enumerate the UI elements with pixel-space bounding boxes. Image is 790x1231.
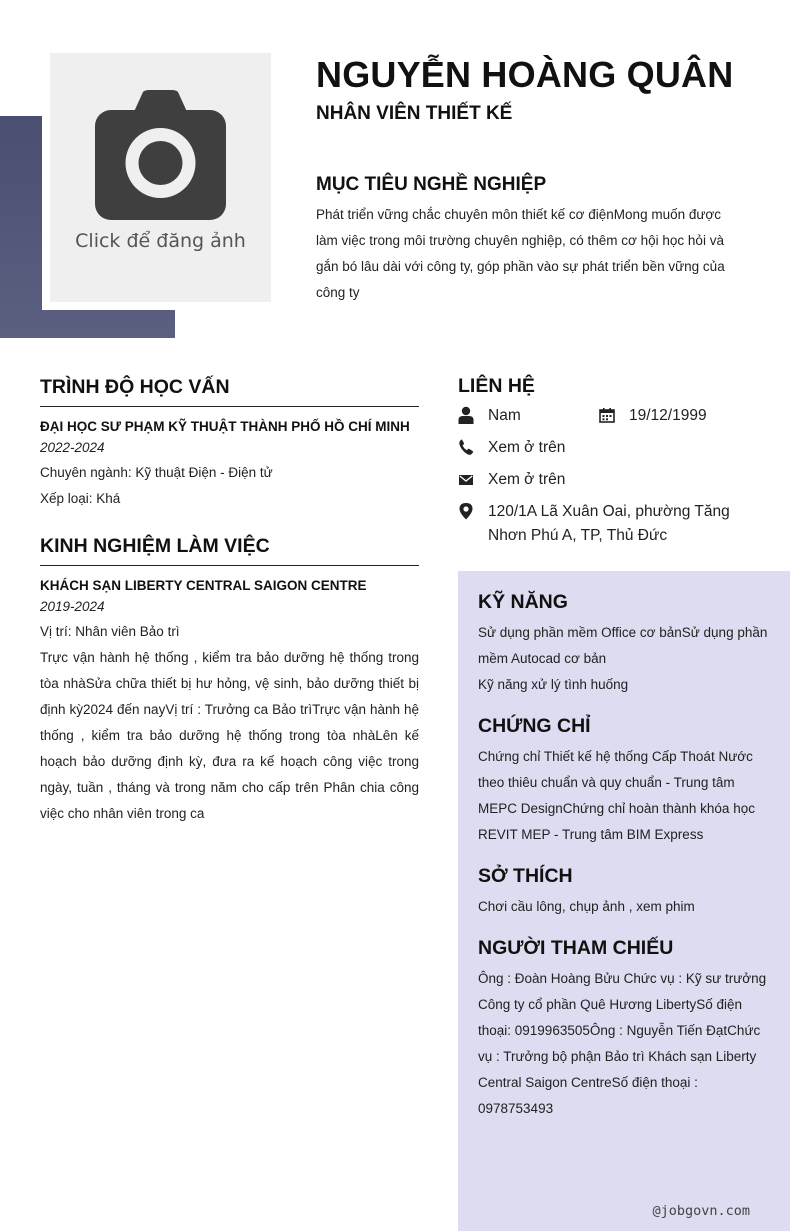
person-icon (458, 406, 474, 424)
candidate-name: NGUYỄN HOÀNG QUÂN (316, 54, 734, 95)
skills-section (478, 591, 770, 698)
education-section (40, 376, 419, 512)
contact-heading: LIÊN HỆ (458, 375, 535, 397)
experience-description: Trực vận hành hệ thống , kiểm tra bảo dưỡng hệ thống trong tòa nhàSửa chữa thiết bị hư hỏng, vệ sinh, bảo dưỡng thiết bị định kỳ2024 đến nayVị trí : Trưởng ca Bảo trìTrực vận hành hệ thống , kiểm tra bảo dưỡng hệ thống trong tòa nhàLên kế hoạch bảo dưỡng định kỳ, đưa ra kế hoạch công việc trong ngày, tuần , tháng và trong năm cho cấp trên Phân chia công việc cho nhân viên trong ca (40, 650, 419, 821)
experience-heading: KINH NGHIỆM LÀM VIỆC (40, 535, 419, 566)
skills-text: Sử dụng phần mềm Office cơ bảnSử dụng phần mềm Autocad cơ bản (478, 625, 768, 666)
hobbies-text: Chơi cầu lông, chụp ảnh , xem phim (478, 899, 695, 914)
contact-email (458, 468, 565, 492)
phone-icon (458, 438, 474, 456)
watermark: @jobgovn.com (652, 1203, 750, 1219)
references-text: Ông : Đoàn Hoàng Bửu Chức vụ : Kỹ sư trưởng Công ty cổ phần Quê Hương LibertySố điện thoại: 0919963505Ông : Nguyễn Tiến ĐạtChức vụ : Trưởng bộ phận Bảo trì Khách sạn Liberty Central Saigon CentreSố điện thoại : 0978753493 (478, 971, 767, 1116)
contact-birthdate (599, 404, 707, 428)
education-heading: TRÌNH ĐỘ HỌC VẤN (40, 376, 419, 407)
skills-heading: KỸ NĂNG (478, 591, 568, 613)
contact-address (458, 500, 758, 548)
birthdate-value: 19/12/1999 (629, 407, 707, 424)
certificates-text: Chứng chỉ Thiết kế hệ thống Cấp Thoát Nước theo thiêu chuẩn và quy chuẩn - Trung tâm MEPC DesignChứng chỉ hoàn thành khóa học REVIT MEP - Trung tâm BIM Express (478, 749, 755, 842)
objective-text: Phát triển vững chắc chuyên môn thiết kế cơ điệnMong muốn được làm việc trong môi trường chuyên nghiệp, có thêm cơ hội học hỏi và gắn bó lâu dài với công ty, góp phần vào sự phát triển bền vững của công ty (316, 207, 725, 300)
education-period: 2022-2024 (40, 440, 105, 455)
address-value: 120/1A Lã Xuân Oai, phường Tăng Nhơn Phú A, TP, Thủ Đức (488, 503, 730, 544)
email-icon (458, 470, 474, 488)
experience-section (40, 535, 419, 827)
company-name: KHÁCH SẠN LIBERTY CENTRAL SAIGON CENTRE (40, 578, 367, 593)
contact-gender (458, 404, 521, 428)
job-title: NHÂN VIÊN THIẾT KẾ (316, 103, 513, 124)
references-heading: NGƯỜI THAM CHIẾU (478, 937, 674, 959)
hobbies-heading: SỞ THÍCH (478, 865, 573, 887)
certificates-heading: CHỨNG CHỈ (478, 715, 591, 737)
hobbies-section (478, 865, 770, 920)
school-name: ĐẠI HỌC SƯ PHẠM KỸ THUẬT THÀNH PHỐ HỒ CHÍ MINH (40, 419, 410, 434)
skills-text-2: Kỹ năng xử lý tình huống (478, 677, 629, 692)
camera-icon (95, 90, 226, 220)
phone-value: Xem ở trên (488, 439, 566, 456)
references-section (478, 937, 770, 1122)
education-grade: Xếp loại: Khá (40, 491, 121, 506)
profile-photo-upload[interactable] (42, 45, 279, 310)
education-major: Chuyên ngành: Kỹ thuật Điện - Điện tử (40, 465, 273, 480)
certificates-section (478, 715, 770, 848)
experience-position: Vị trí: Nhân viên Bảo trì (40, 624, 180, 639)
location-pin-icon (458, 502, 474, 520)
experience-period: 2019-2024 (40, 599, 105, 614)
contact-phone (458, 436, 565, 460)
email-value: Xem ở trên (488, 471, 566, 488)
photo-caption: Click để đăng ảnh (75, 230, 246, 252)
gender-value: Nam (488, 407, 521, 424)
calendar-icon (599, 406, 615, 424)
objective-heading: MỤC TIÊU NGHỀ NGHIỆP (316, 174, 547, 195)
side-panel (458, 571, 790, 1231)
photo-placeholder[interactable] (50, 53, 271, 302)
